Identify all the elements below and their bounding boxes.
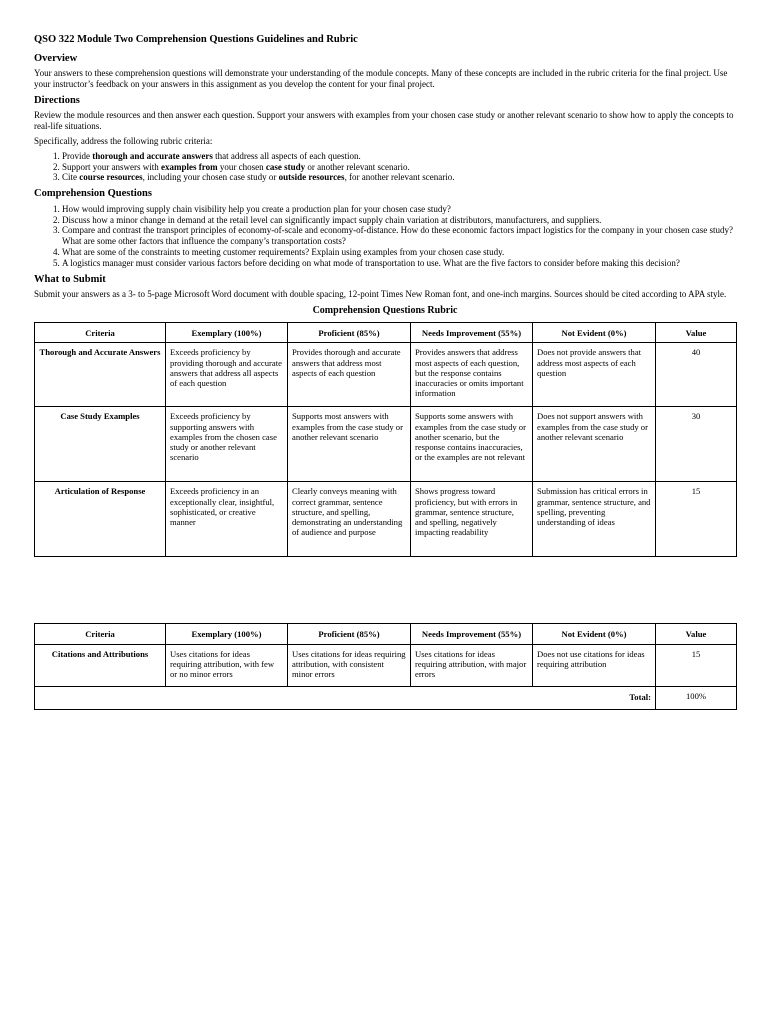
table-row	[35, 482, 737, 557]
rubric-table-continued	[34, 623, 737, 710]
criteria-cell: Thorough and Accurate Answers	[35, 343, 166, 407]
submit-text: Submit your answers as a 3- to 5-page Microsoft Word document with double spacing, 12-point Times New Roman font, and one-inch margins. Sources should be cited according to APA style.	[34, 289, 727, 300]
rubric-table	[34, 322, 737, 557]
exemplary-cell: Exceeds proficiency by providing thorough and accurate answers that address all aspects of each question	[166, 343, 288, 407]
header-exemplary: Exemplary (100%)	[166, 322, 288, 342]
table-header-row	[35, 322, 737, 342]
table-row	[35, 343, 737, 407]
criteria-item: 3. Cite course resources, including your chosen case study or outside resources, for another relevant scenario.	[62, 172, 736, 183]
criteria-cell: Articulation of Response	[35, 482, 166, 557]
needs-improvement-cell: Shows progress toward proficiency, but with errors in grammar, sentence structure, and spelling, negatively impacting readability	[411, 482, 533, 557]
value-cell: 15	[656, 482, 737, 557]
not-evident-cell: Does not support answers with examples from the case study or another relevant scenario	[533, 407, 656, 482]
proficient-cell: Supports most answers with examples from the case study or another relevant scenario	[288, 407, 411, 482]
proficient-cell: Provides thorough and accurate answers that address most aspects of each question	[288, 343, 411, 407]
criteria-cell: Citations and Attributions	[35, 644, 166, 686]
proficient-cell: Clearly conveys meaning with correct grammar, sentence structure, and spelling, demonstrating an understanding of audience and purpose	[288, 482, 411, 557]
header-proficient: Proficient (85%)	[288, 624, 411, 644]
needs-improvement-cell: Uses citations for ideas requiring attribution, with major errors	[411, 644, 533, 686]
header-criteria: Criteria	[35, 624, 166, 644]
directions-heading: Directions	[34, 94, 80, 106]
criteria-item: 2. Support your answers with examples from your chosen case study or another relevant scenario.	[62, 162, 736, 173]
table-header-row	[35, 624, 737, 644]
header-proficient: Proficient (85%)	[288, 322, 411, 342]
exemplary-cell: Exceeds proficiency in an exceptionally clear, insightful, sophisticated, or creative manner	[166, 482, 288, 557]
header-needs-improvement: Needs Improvement (55%)	[411, 624, 533, 644]
question-item: 3. Compare and contrast the transport principles of economy-of-scale and economy-of-distance. How do these economic factors impact logistics for the company in your chosen case study? What are some other factors that influence the company’s transportation costs?	[62, 225, 736, 247]
total-label: Total:	[35, 686, 656, 709]
not-evident-cell: Submission has critical errors in grammar, sentence structure, and spelling, preventing understanding of ideas	[533, 482, 656, 557]
not-evident-cell: Does not provide answers that address most aspects of each question	[533, 343, 656, 407]
directions-text: Review the module resources and then answer each question. Support your answers with examples from your chosen case study or another relevant scenario to show how to apply the concepts to real-life situations.	[34, 110, 734, 132]
rubric-criteria-list	[34, 151, 736, 183]
document-page	[34, 30, 736, 710]
total-row	[35, 686, 737, 709]
submit-heading: What to Submit	[34, 273, 106, 285]
table-row	[35, 644, 737, 686]
questions-heading: Comprehension Questions	[34, 188, 152, 200]
total-value: 100%	[656, 686, 737, 709]
criteria-cell: Case Study Examples	[35, 407, 166, 482]
header-exemplary: Exemplary (100%)	[166, 624, 288, 644]
value-cell: 15	[656, 644, 737, 686]
overview-text: Your answers to these comprehension questions will demonstrate your understanding of the module concepts. Many of these concepts are included in the rubric criteria for the final project. Use your instructor’s feedback on your answers in this assignment as you develop the content for your final project.	[34, 68, 728, 89]
question-item: 2. Discuss how a minor change in demand at the retail level can significantly impact supply chain variation at distributors, manufacturers, and suppliers.	[62, 215, 736, 226]
header-value: Value	[656, 624, 737, 644]
criteria-intro: Specifically, address the following rubric criteria:	[34, 135, 213, 146]
not-evident-cell: Does not use citations for ideas requiring attribution	[533, 644, 656, 686]
proficient-cell: Uses citations for ideas requiring attribution, with consistent minor errors	[288, 644, 411, 686]
needs-improvement-cell: Provides answers that address most aspects of each question, but the response contains inaccuracies or omits important information	[411, 343, 533, 407]
rubric-title: Comprehension Questions Rubric	[312, 304, 458, 316]
header-not-evident: Not Evident (0%)	[533, 624, 656, 644]
question-item: 1. How would improving supply chain visibility help you create a production plan for your chosen case study?	[62, 204, 736, 215]
questions-list	[34, 204, 736, 269]
needs-improvement-cell: Supports some answers with examples from the case study or another scenario, but the response contains inaccuracies, or the examples are not relevant	[411, 407, 533, 482]
exemplary-cell: Exceeds proficiency by supporting answers with examples from the chosen case study or another relevant scenario	[166, 407, 288, 482]
value-cell: 30	[656, 407, 737, 482]
header-not-evident: Not Evident (0%)	[533, 322, 656, 342]
question-item: 4. What are some of the constraints to meeting customer requirements? Explain using examples from your chosen case study.	[62, 247, 736, 258]
header-criteria: Criteria	[35, 322, 166, 342]
question-item: 5. A logistics manager must consider various factors before deciding on what mode of transportation to use. What are the five factors to consider before making this decision?	[62, 258, 736, 269]
criteria-item: 1. Provide thorough and accurate answers that address all aspects of each question.	[62, 151, 736, 162]
value-cell: 40	[656, 343, 737, 407]
header-value: Value	[656, 322, 737, 342]
overview-heading: Overview	[34, 52, 78, 64]
table-row	[35, 407, 737, 482]
header-needs-improvement: Needs Improvement (55%)	[411, 322, 533, 342]
document-title: QSO 322 Module Two Comprehension Questions Guidelines and Rubric	[34, 34, 358, 45]
exemplary-cell: Uses citations for ideas requiring attribution, with few or no minor errors	[166, 644, 288, 686]
